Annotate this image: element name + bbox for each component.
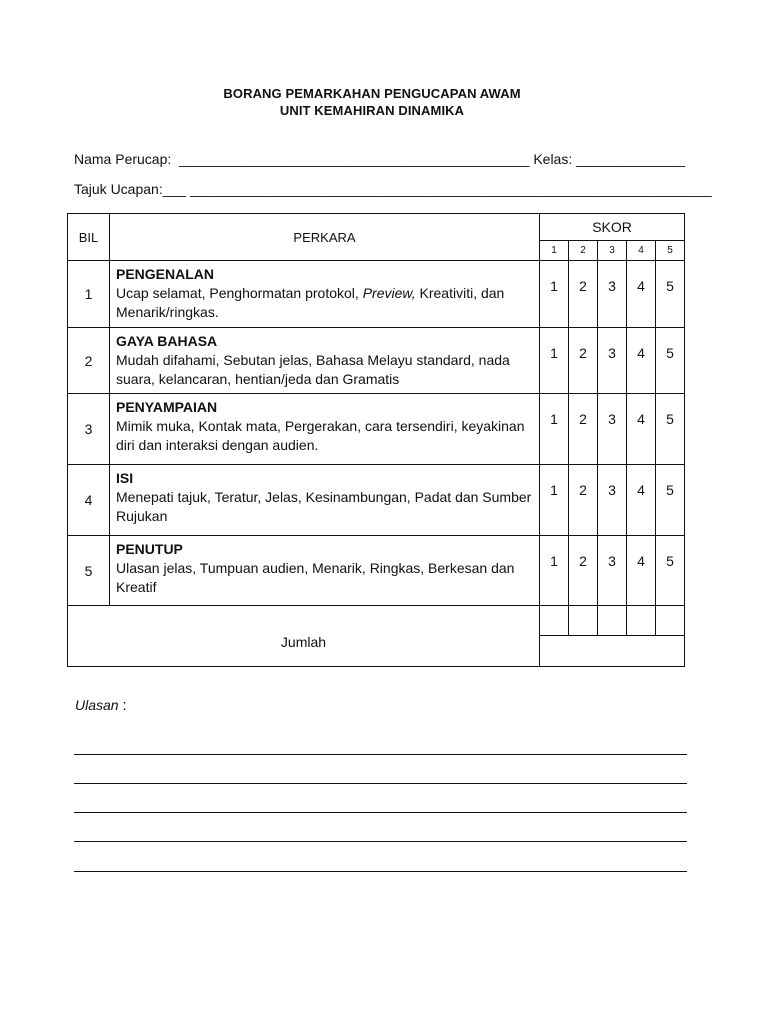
score-option-2[interactable]: 2 xyxy=(569,465,598,536)
ulasan-colon: : xyxy=(122,697,127,714)
table-row xyxy=(68,394,685,465)
score-option-5[interactable]: 5 xyxy=(656,536,685,606)
score-option-2[interactable]: 2 xyxy=(569,328,598,394)
score-option-1[interactable]: 1 xyxy=(540,465,569,536)
score-option-3[interactable]: 3 xyxy=(598,394,627,465)
header-skor-5: 5 xyxy=(656,240,685,260)
score-option-5[interactable]: 5 xyxy=(656,465,685,536)
criteria-title: GAYA BAHASA xyxy=(116,333,218,349)
score-option-3[interactable]: 3 xyxy=(598,261,627,328)
row-number: 4 xyxy=(68,465,110,536)
form-subtitle: UNIT KEMAHIRAN DINAMIKA xyxy=(279,103,465,118)
row-number: 1 xyxy=(68,261,110,328)
score-table xyxy=(67,213,685,667)
criteria-description: Mimik muka, Kontak mata, Pergerakan, cara tersendiri, keyakinan diri dan interaksi dengan audien. xyxy=(116,418,525,453)
score-option-4[interactable]: 4 xyxy=(627,328,656,394)
comment-line[interactable] xyxy=(74,754,687,755)
ulasan-text: Ulasan xyxy=(75,697,119,713)
table-row xyxy=(68,536,685,606)
jumlah-row xyxy=(68,606,685,636)
table-row xyxy=(68,328,685,394)
criteria-description-text: Ucap selamat, Penghormatan protokol, xyxy=(116,285,363,301)
jumlah-score-box[interactable] xyxy=(569,606,598,636)
jumlah-label: Jumlah xyxy=(68,606,540,667)
jumlah-score-box[interactable] xyxy=(598,606,627,636)
criteria-cell xyxy=(110,465,540,536)
comment-line[interactable] xyxy=(74,841,687,842)
criteria-description: Ulasan jelas, Tumpuan audien, Menarik, Ringkas, Berkesan dan Kreatif xyxy=(116,560,515,595)
score-option-4[interactable]: 4 xyxy=(627,465,656,536)
criteria-cell xyxy=(110,394,540,465)
score-option-2[interactable]: 2 xyxy=(569,536,598,606)
score-option-3[interactable]: 3 xyxy=(598,465,627,536)
jumlah-score-box[interactable] xyxy=(540,606,569,636)
score-option-4[interactable]: 4 xyxy=(627,394,656,465)
criteria-description-italic: Preview, xyxy=(362,285,416,301)
score-option-1[interactable]: 1 xyxy=(540,328,569,394)
score-option-4[interactable]: 4 xyxy=(627,536,656,606)
header-bil: BIL xyxy=(68,214,110,261)
score-option-3[interactable]: 3 xyxy=(598,536,627,606)
header-skor-3: 3 xyxy=(598,240,627,260)
header-skor-2: 2 xyxy=(569,240,598,260)
header-skor-4: 4 xyxy=(627,240,656,260)
tajuk-ucapan-field-line: Tajuk Ucapan:___ ___________________________________________________________________ xyxy=(74,181,712,197)
criteria-title: PENGENALAN xyxy=(116,266,215,282)
score-option-4[interactable]: 4 xyxy=(627,261,656,328)
nama-kelas-field-line: Nama Perucap: _____________________________________________ Kelas: ______________ xyxy=(74,151,686,167)
criteria-cell xyxy=(110,536,540,606)
comment-line[interactable] xyxy=(74,783,687,784)
header-skor-1: 1 xyxy=(540,240,569,260)
score-option-5[interactable]: 5 xyxy=(656,328,685,394)
criteria-description: Mudah difahami, Sebutan jelas, Bahasa Melayu standard, nada suara, kelancaran, hentian/jeda dan Gramatis xyxy=(116,352,510,387)
criteria-description: Menepati tajuk, Teratur, Jelas, Kesinambungan, Padat dan Sumber Rujukan xyxy=(116,489,532,524)
table-row xyxy=(68,465,685,536)
row-number: 5 xyxy=(68,536,110,606)
comment-line[interactable] xyxy=(74,871,687,872)
jumlah-score-box[interactable] xyxy=(656,606,685,636)
criteria-cell xyxy=(110,261,540,328)
row-number: 3 xyxy=(68,394,110,465)
score-option-1[interactable]: 1 xyxy=(540,536,569,606)
score-option-2[interactable]: 2 xyxy=(569,261,598,328)
jumlah-score-box[interactable] xyxy=(627,606,656,636)
table-row xyxy=(68,261,685,328)
criteria-title: PENYAMPAIAN xyxy=(116,399,218,415)
score-option-5[interactable]: 5 xyxy=(656,394,685,465)
form-title: BORANG PEMARKAHAN PENGUCAPAN AWAM xyxy=(223,86,521,101)
header-perkara: PERKARA xyxy=(110,214,540,261)
criteria-description-text-end: Kreativiti, dan Menarik/ringkas. xyxy=(116,285,505,320)
score-option-1[interactable]: 1 xyxy=(540,261,569,328)
jumlah-total-box[interactable] xyxy=(540,636,685,667)
header-skor: SKOR xyxy=(540,214,685,241)
criteria-description xyxy=(116,284,539,322)
score-option-3[interactable]: 3 xyxy=(598,328,627,394)
ulasan-label xyxy=(75,697,127,714)
score-option-1[interactable]: 1 xyxy=(540,394,569,465)
score-option-5[interactable]: 5 xyxy=(656,261,685,328)
row-number: 2 xyxy=(68,328,110,394)
criteria-title: PENUTUP xyxy=(116,541,183,557)
criteria-cell xyxy=(110,328,540,394)
score-option-2[interactable]: 2 xyxy=(569,394,598,465)
criteria-title: ISI xyxy=(116,470,134,486)
comment-line[interactable] xyxy=(74,812,687,813)
